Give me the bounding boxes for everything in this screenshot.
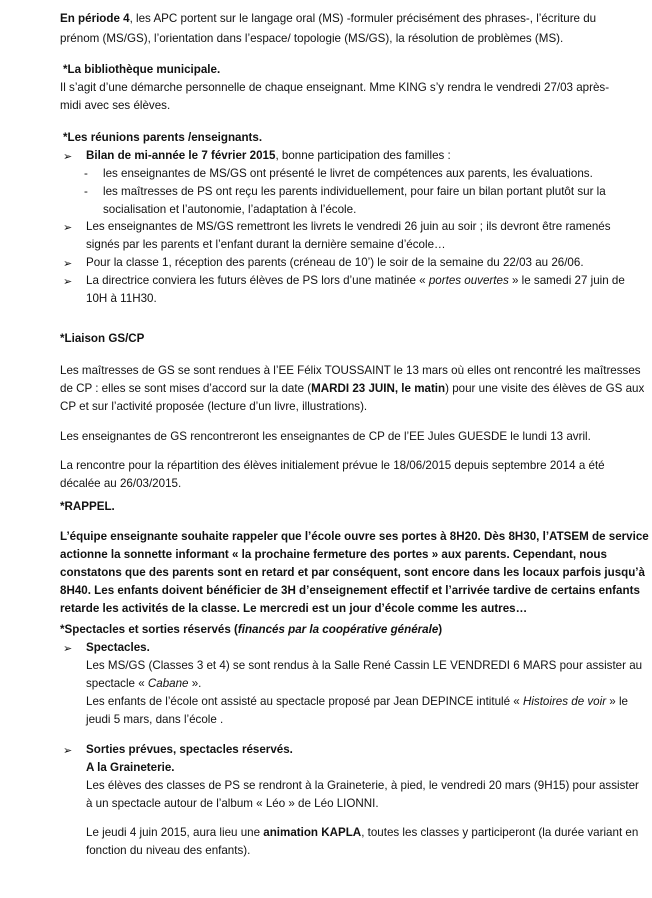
kapla-post: , toutes les classes y participeront (la durée variant en xyxy=(361,826,639,839)
kapla-pre: Le jeudi 4 juin 2015, aura lieu une xyxy=(86,826,264,839)
liaison-date-post: ) pour une visite des élèves de GS aux xyxy=(445,382,645,395)
liaison-p3-line-1: La rencontre pour la répartition des élèves initialement prévue le 18/06/2015 depuis septembre 2014 a été xyxy=(60,459,605,472)
rappel-line-4: 8H40. Les enfants doivent bénéficier de 3H d’enseignement effectif et l’arrivée tardive de certains enfants xyxy=(60,584,640,597)
rappel-line-1: L’équipe enseignante souhaite rappeler que l’école ouvre ses portes à 8H20. Dès 8H30, l’ATSEM de service xyxy=(60,530,649,543)
arrow-bullet-icon: ➢ xyxy=(63,643,73,655)
section-title-rappel: *RAPPEL. xyxy=(60,500,115,513)
intro-line-2: prénom (MS/GS), l’orientation dans l’espace/ topologie (MS/GS), la résolution de problèmes (MS). xyxy=(60,32,564,45)
liaison-date-pre: de CP : elles se sont mises d’accord sur la date ( xyxy=(60,382,312,395)
spectacles-line-4: jeudi 5 mars, dans l’école . xyxy=(86,713,224,726)
reunions-dash-2-line-2: socialisation et l’autonomie, l’adaptation à l’école. xyxy=(103,203,357,216)
cabane-title: Cabane xyxy=(147,677,189,690)
liaison-p2: Les enseignantes de GS rencontreront les enseignantes de CP de l’EE Jules GUESDE le lundi 13 avril. xyxy=(60,430,591,443)
histoires-post: » le xyxy=(606,695,628,708)
spectacles-title-post: ) xyxy=(438,623,443,636)
spectacles-title-italic: financés par la coopérative générale xyxy=(237,623,439,636)
liaison-p1-line-2 xyxy=(60,380,644,398)
liaison-p3-line-2: décalée au 26/03/2015. xyxy=(60,477,182,490)
liaison-date: MARDI 23 JUIN, le matin xyxy=(311,382,446,395)
section-title-liaison: *Liaison GS/CP xyxy=(60,332,145,345)
sorties-line-2: à un spectacle autour de l’album « Léo » de Léo LIONNI. xyxy=(86,797,379,810)
reunions-dash-1: les enseignantes de MS/GS ont présenté le livret de compétences aux parents, les évaluations. xyxy=(103,167,593,180)
graineterie-subtitle: A la Graineterie. xyxy=(86,761,175,774)
bibliotheque-line-1: Il s’agit d’une démarche personnelle de chaque enseignant. Mme KING s’y rendra le vendredi 27/03 après- xyxy=(60,81,610,94)
liaison-p1-line-3: CP et sur l’activité proposée (lecture d’un livre, illustrations). xyxy=(60,400,368,413)
sorties-subtitle: Sorties prévues, spectacles réservés. xyxy=(86,743,293,756)
rappel-line-5: retarde les activités de la classe. Le mercredi est un jour d’école comme les autres… xyxy=(60,602,528,615)
reunions-bullet-3: Pour la classe 1, réception des parents (créneau de 10’) le soir de la semaine du 22/03 au 26/06. xyxy=(86,256,584,269)
arrow-bullet-icon: ➢ xyxy=(63,258,73,270)
sorties-line-1: Les élèves des classes de PS se rendront à la Graineterie, à pied, le vendredi 20 mars (9H15) pour assister xyxy=(86,779,639,792)
section-title-spectacles xyxy=(60,621,442,639)
reunions-bullet-1 xyxy=(86,147,451,165)
cabane-pre: spectacle « xyxy=(86,677,148,690)
rappel-line-3: constatons que des parents sont en retard et par conséquent, sont encore dans les locaux parfois jusqu’à xyxy=(60,566,645,579)
arrow-bullet-icon: ➢ xyxy=(63,276,73,288)
bilan-text: , bonne participation des familles : xyxy=(275,149,451,162)
bilan-date: Bilan de mi-année le 7 février 2015 xyxy=(86,149,276,162)
rappel-line-2: actionne la sonnette informant « la prochaine fermeture des portes » aux parents. Cependant, nous xyxy=(60,548,607,561)
spectacles-line-1: Les MS/GS (Classes 3 et 4) se sont rendus à la Salle René Cassin LE VENDREDI 6 MARS pour assister au xyxy=(86,659,643,672)
intro-line-1 xyxy=(60,10,596,28)
bibliotheque-line-2: midi avec ses élèves. xyxy=(60,99,171,112)
kapla-line-2: fonction du niveau des enfants). xyxy=(86,844,251,857)
dash-bullet-icon: - xyxy=(84,167,88,180)
histoires-pre: Les enfants de l’école ont assisté au spectacle proposé par Jean DEPINCE intitulé « xyxy=(86,695,523,708)
reunions-bullet-2-line-2: signés par les parents et l’enfant durant la dernière semaine d’école… xyxy=(86,238,446,251)
reunions-bullet-2-line-1: Les enseignantes de MS/GS remettront les livrets le vendredi 26 juin au soir ; ils devront être ramenés xyxy=(86,220,611,233)
kapla-label: animation KAPLA xyxy=(263,826,362,839)
spectacles-line-2 xyxy=(86,675,201,693)
portes-ouvertes-post: » le samedi 27 juin de xyxy=(508,274,625,287)
spectacles-subtitle: Spectacles. xyxy=(86,641,150,654)
period-label: En période 4 xyxy=(60,12,130,25)
reunions-dash-2-line-1: les maîtresses de PS ont reçu les parents individuellement, pour faire un bilan portant plutôt sur la xyxy=(103,185,606,198)
arrow-bullet-icon: ➢ xyxy=(63,222,73,234)
section-title-reunions: *Les réunions parents /enseignants. xyxy=(63,131,263,144)
spectacles-line-3 xyxy=(86,693,628,711)
spectacles-title-pre: *Spectacles et sorties réservés ( xyxy=(60,623,238,636)
arrow-bullet-icon: ➢ xyxy=(63,151,73,163)
histoires-title: Histoires de voir xyxy=(522,695,607,708)
portes-ouvertes-pre: La directrice conviera les futurs élèves de PS lors d’une matinée « xyxy=(86,274,429,287)
section-title-bibliotheque: *La bibliothèque municipale. xyxy=(63,63,221,76)
dash-bullet-icon: - xyxy=(84,185,88,198)
reunions-bullet-4-line-2: 10H à 11H30. xyxy=(86,292,157,305)
liaison-p1-line-1: Les maîtresses de GS se sont rendues à l’EE Félix TOUSSAINT le 13 mars où elles ont rencontré les maîtresses xyxy=(60,364,641,377)
portes-ouvertes-label: portes ouvertes xyxy=(428,274,509,287)
reunions-bullet-4-line-1 xyxy=(86,272,625,290)
intro-text: , les APC portent sur le langage oral (MS) -formuler précisément des phrases-, l’écriture du xyxy=(129,12,597,25)
arrow-bullet-icon: ➢ xyxy=(63,745,73,757)
kapla-line-1 xyxy=(86,824,638,842)
cabane-post: ». xyxy=(188,677,202,690)
